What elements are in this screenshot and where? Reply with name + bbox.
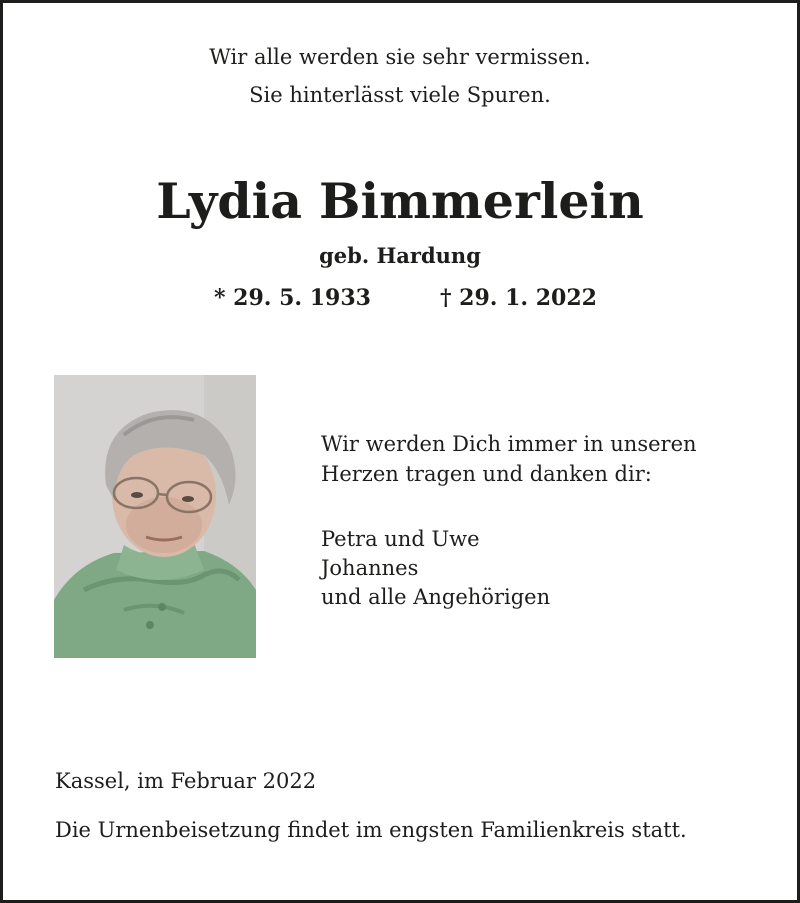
deceased-name: Lydia Bimmerlein: [156, 172, 644, 230]
burial-note: Die Urnenbeisetzung findet im engsten Familienkreis statt.: [55, 818, 687, 842]
quote-line-1: Wir alle werden sie sehr vermissen.: [209, 45, 591, 69]
maiden-name: geb. Hardung: [319, 243, 481, 268]
family-member: Johannes: [321, 556, 419, 580]
death-date: † 29. 1. 2022: [440, 285, 597, 311]
portrait-photo-icon: [54, 375, 256, 658]
family-member: und alle Angehörigen: [321, 585, 551, 609]
portrait-photo: [54, 375, 256, 658]
quote-line-2: Sie hinterlässt viele Spuren.: [249, 83, 551, 107]
family-member: Petra und Uwe: [321, 527, 480, 551]
thanks-line-2: Herzen tragen und danken dir:: [321, 462, 652, 486]
thanks-line-1: Wir werden Dich immer in unseren: [321, 432, 697, 456]
place-date: Kassel, im Februar 2022: [55, 769, 317, 793]
birth-date: * 29. 5. 1933: [214, 285, 371, 311]
